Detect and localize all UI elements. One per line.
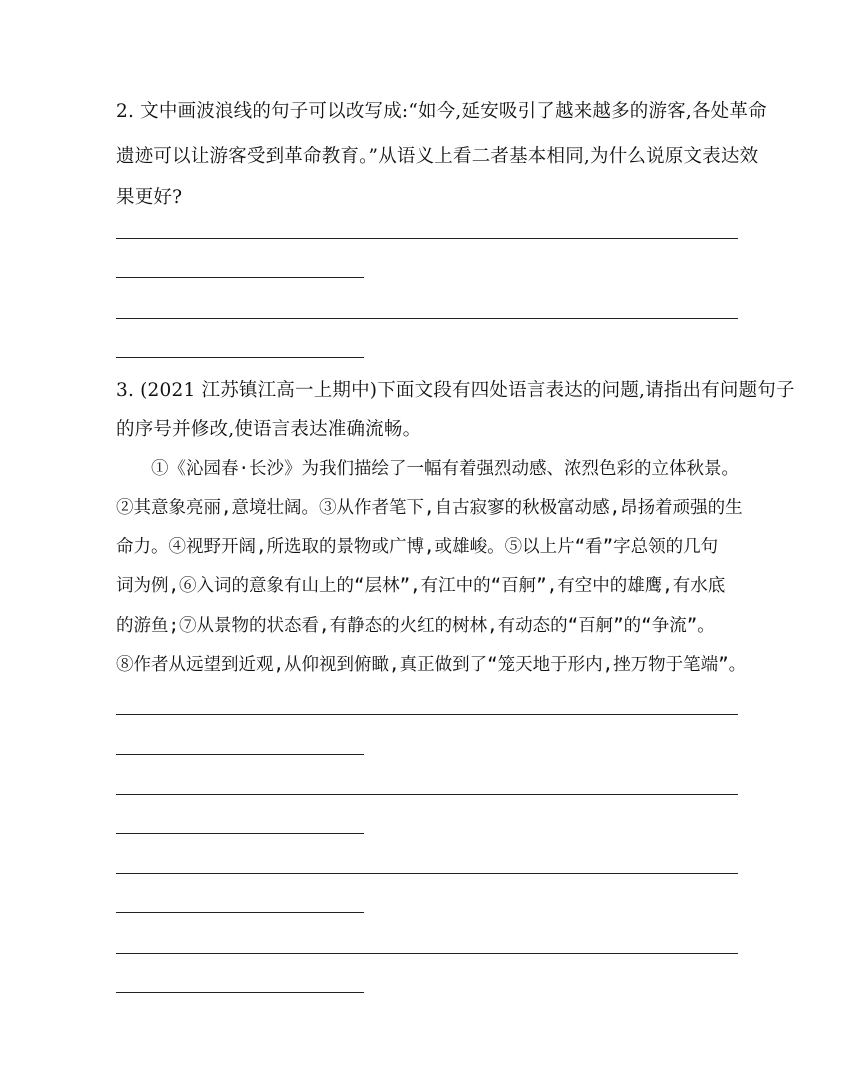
passage-line-3: 命力。④视野开阔,所选取的景物或广博,或雄峻。⑤以上片“看”字总领的几句 — [116, 537, 719, 557]
question-3-prompt-line-2: 的序号并修改,使语言表达准确流畅。 — [116, 419, 422, 440]
answer-line-q2-4[interactable] — [116, 357, 364, 358]
passage-line-1: ①《沁园春·长沙》为我们描绘了一幅有着强烈动感、浓烈色彩的立体秋景。 — [116, 459, 740, 479]
passage-line-4: 词为例,⑥入词的意象有山上的“层林”,有江中的“百舸”,有空中的雄鹰,有水底 — [116, 576, 726, 596]
passage-line-2: ②其意象亮丽,意境壮阔。③从作者笔下,自古寂寥的秋极富动感,昂扬着顽强的生 — [116, 498, 743, 518]
answer-line-q3-3[interactable] — [116, 794, 738, 795]
answer-line-q2-2[interactable] — [116, 277, 364, 278]
answer-line-q2-3[interactable] — [116, 318, 738, 319]
question-3-prompt-line-1: 3. (2021 江苏镇江高一上期中)下面文段有四处语言表达的问题,请指出有问题句子 — [116, 380, 795, 401]
answer-line-q3-5[interactable] — [116, 873, 738, 874]
answer-line-q2-1[interactable] — [116, 238, 738, 239]
passage-line-5: 的游鱼;⑦从景物的状态看,有静态的火红的树林,有动态的“百舸”的“争流”。 — [116, 616, 715, 636]
answer-line-q3-2[interactable] — [116, 754, 364, 755]
question-2-line-1: 2. 文中画波浪线的句子可以改写成:“如今,延安吸引了越来越多的游客,各处革命 — [116, 101, 767, 122]
question-2-line-2: 遗迹可以让游客受到革命教育。”从语义上看二者基本相同,为什么说原文表达效 — [116, 146, 759, 167]
question-2-line-3: 果更好? — [116, 187, 183, 208]
answer-line-q3-6[interactable] — [116, 912, 364, 913]
answer-line-q3-8[interactable] — [116, 992, 364, 993]
answer-line-q3-7[interactable] — [116, 953, 738, 954]
answer-line-q3-4[interactable] — [116, 833, 364, 834]
answer-line-q3-1[interactable] — [116, 714, 738, 715]
passage-line-6: ⑧作者从远望到近观,从仰视到俯瞰,真正做到了“笼天地于形内,挫万物于笔端”。 — [116, 655, 747, 675]
